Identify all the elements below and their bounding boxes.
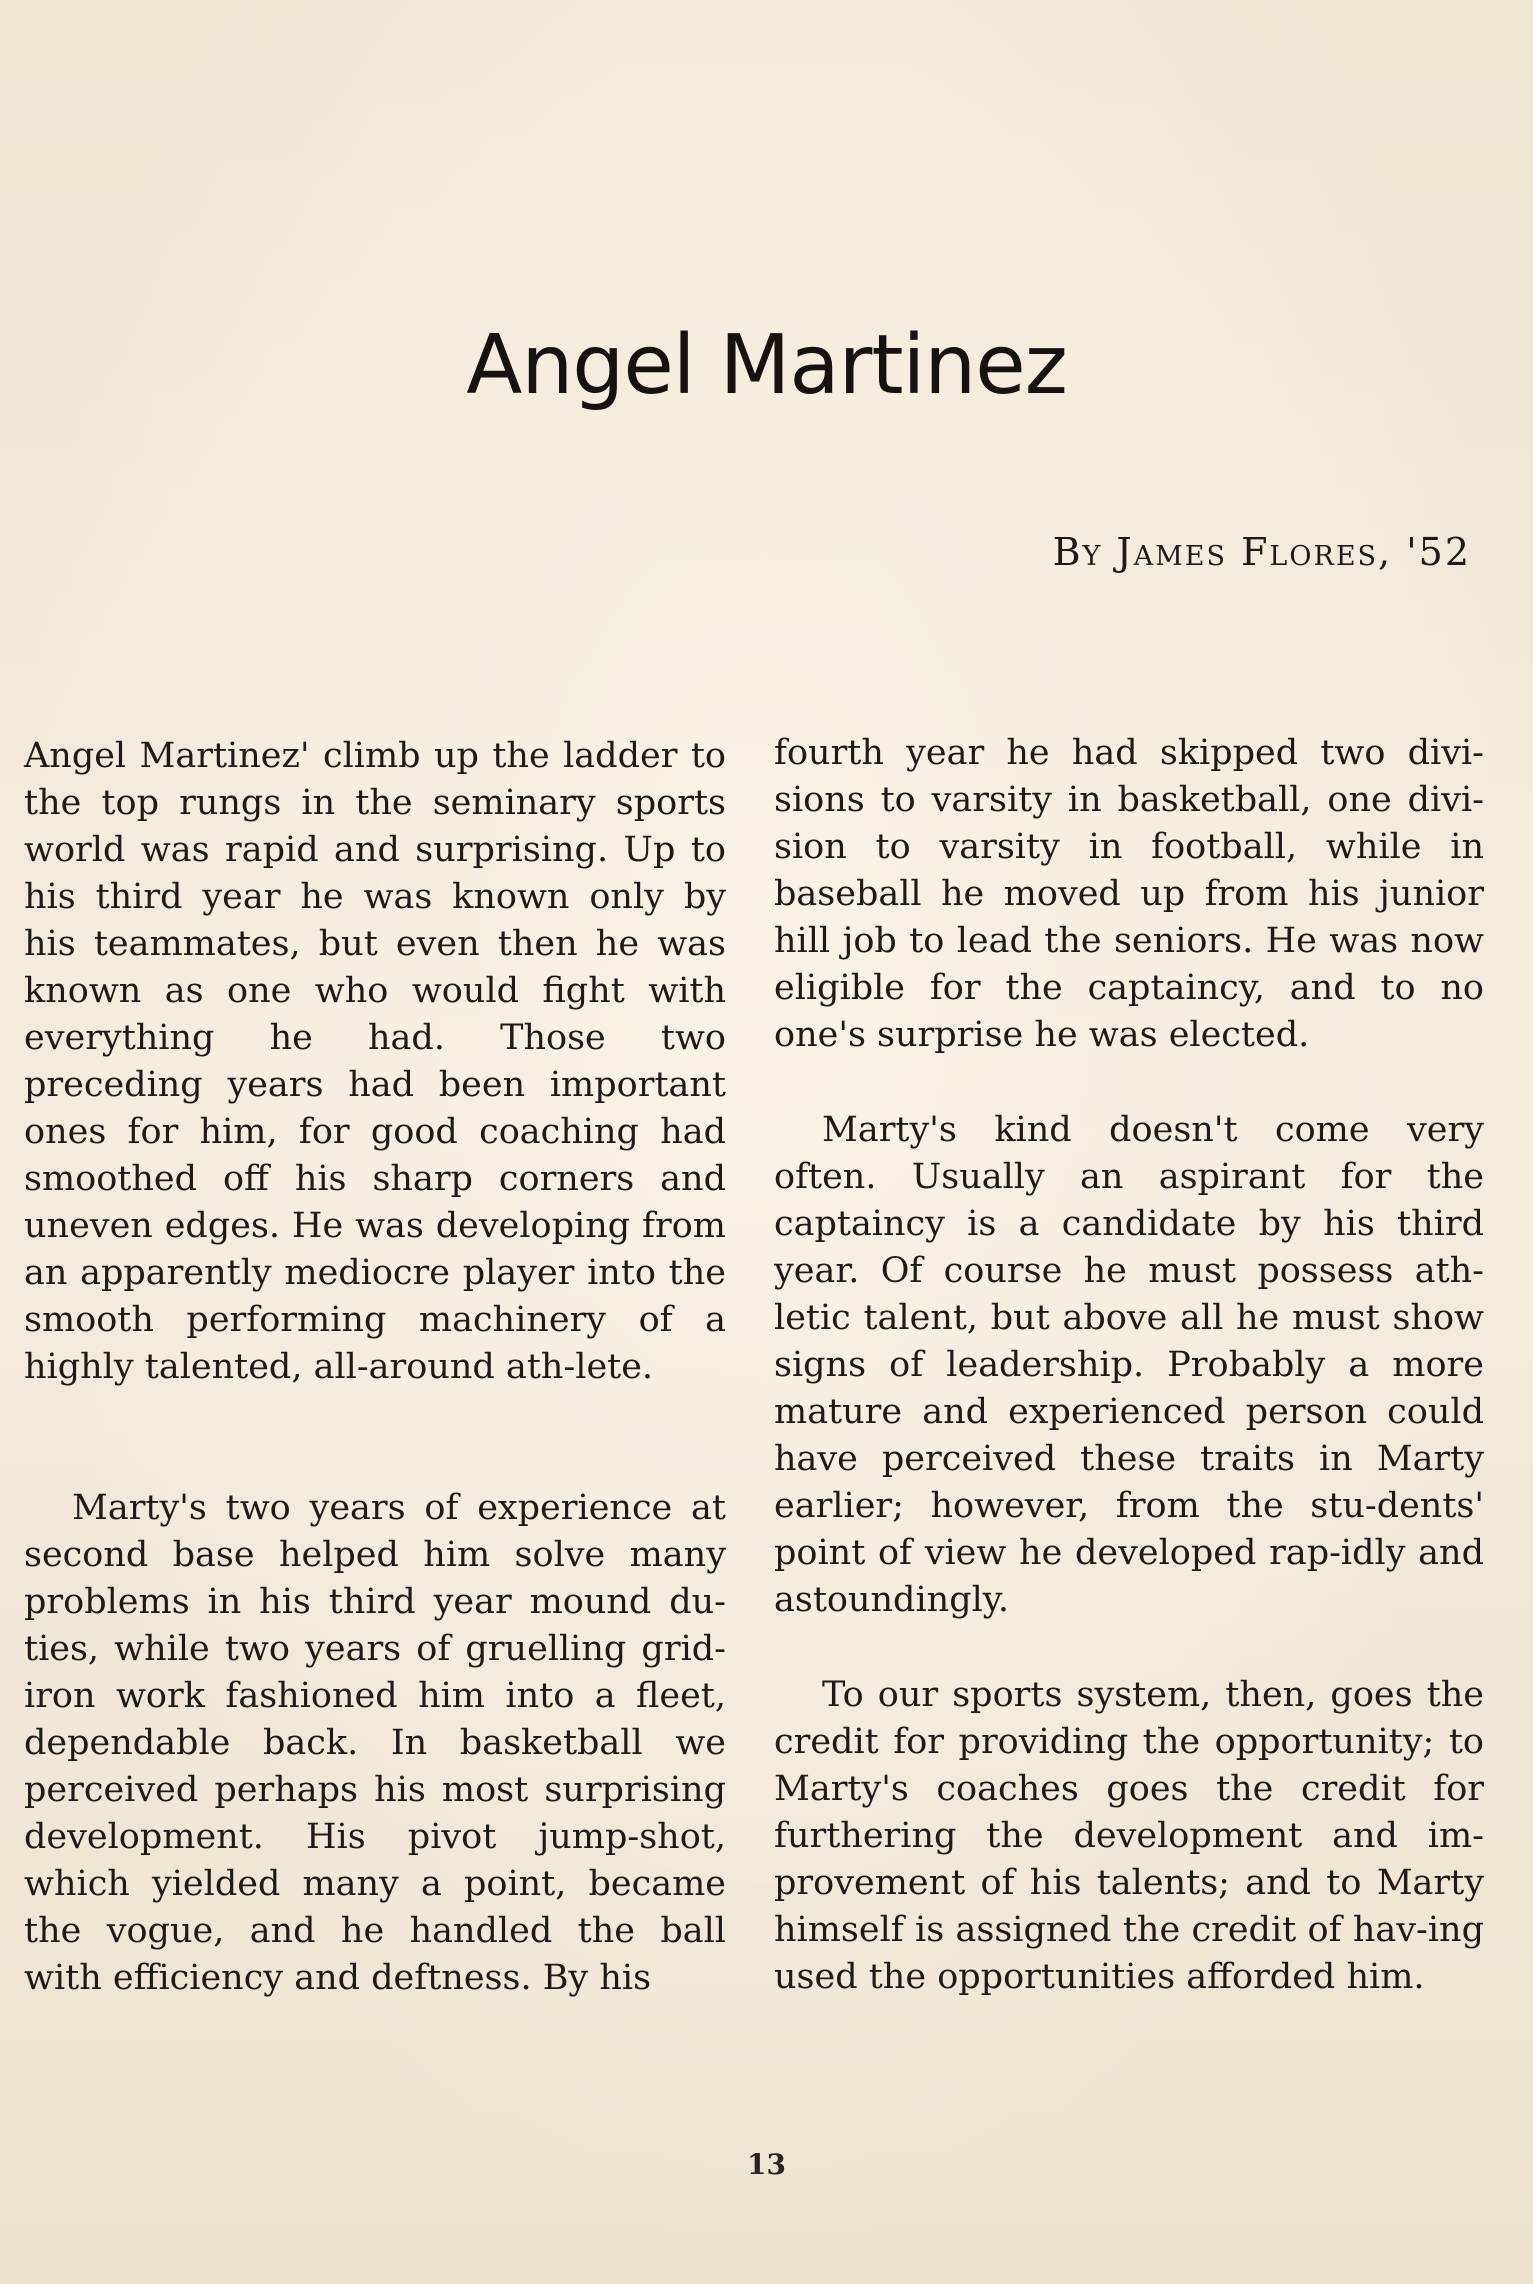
right-column	[774, 730, 1484, 2001]
paragraph-credit: To our sports system, then, goes the credit for providing the opportunity; to Marty's coaches goes the credit for furthering the development and im-provement of his talents; and to Marty himself is assigned the credit of hav-ing used the opportunities afforded him.	[774, 1675, 1484, 1997]
paragraph-experience: Marty's two years of experience at second base helped him solve many problems in his third year mound du-ties, while two years of gruelling grid-iron work fashioned him into a fleet, dependable back. In basketball we perceived perhaps his most surprising development. His pivot jump-shot, which yielded many a point, became the vogue, and he handled the ball with efficiency and deftness. By his	[24, 1488, 726, 1998]
page-number: 13	[747, 2148, 786, 2181]
paragraph-leadership: Marty's kind doesn't come very often. Usually an aspirant for the captaincy is a candidate by his third year. Of course he must possess ath-letic talent, but above all he must show signs of leadership. Probably a more mature and experienced person could have perceived these traits in Marty earlier; however, from the stu-dents' point of view he developed rap-idly and astoundingly.	[774, 1110, 1484, 1620]
left-column	[24, 733, 726, 2002]
article-byline: By James Flores, '52	[1052, 530, 1471, 574]
article-title: Angel Martinez	[466, 318, 1067, 413]
paragraph-fourth-year: fourth year he had skipped two divi-sions to varsity in basketball, one divi-sion to varsity in football, while in baseball he moved up from his junior hill job to lead the seniors. He was now eligible for the captaincy, and to no one's surprise he was elected.	[774, 733, 1484, 1055]
paragraph-intro: Angel Martinez' climb up the ladder to the top rungs in the seminary sports world was rapid and surprising. Up to his third year he was known only by his teammates, but even then he was known as one who would fight with everything he had. Those two preceding years had been important ones for him, for good coaching had smoothed off his sharp corners and uneven edges. He was developing from an apparently mediocre player into the smooth performing machinery of a highly talented, all-around ath-lete.	[24, 736, 726, 1387]
